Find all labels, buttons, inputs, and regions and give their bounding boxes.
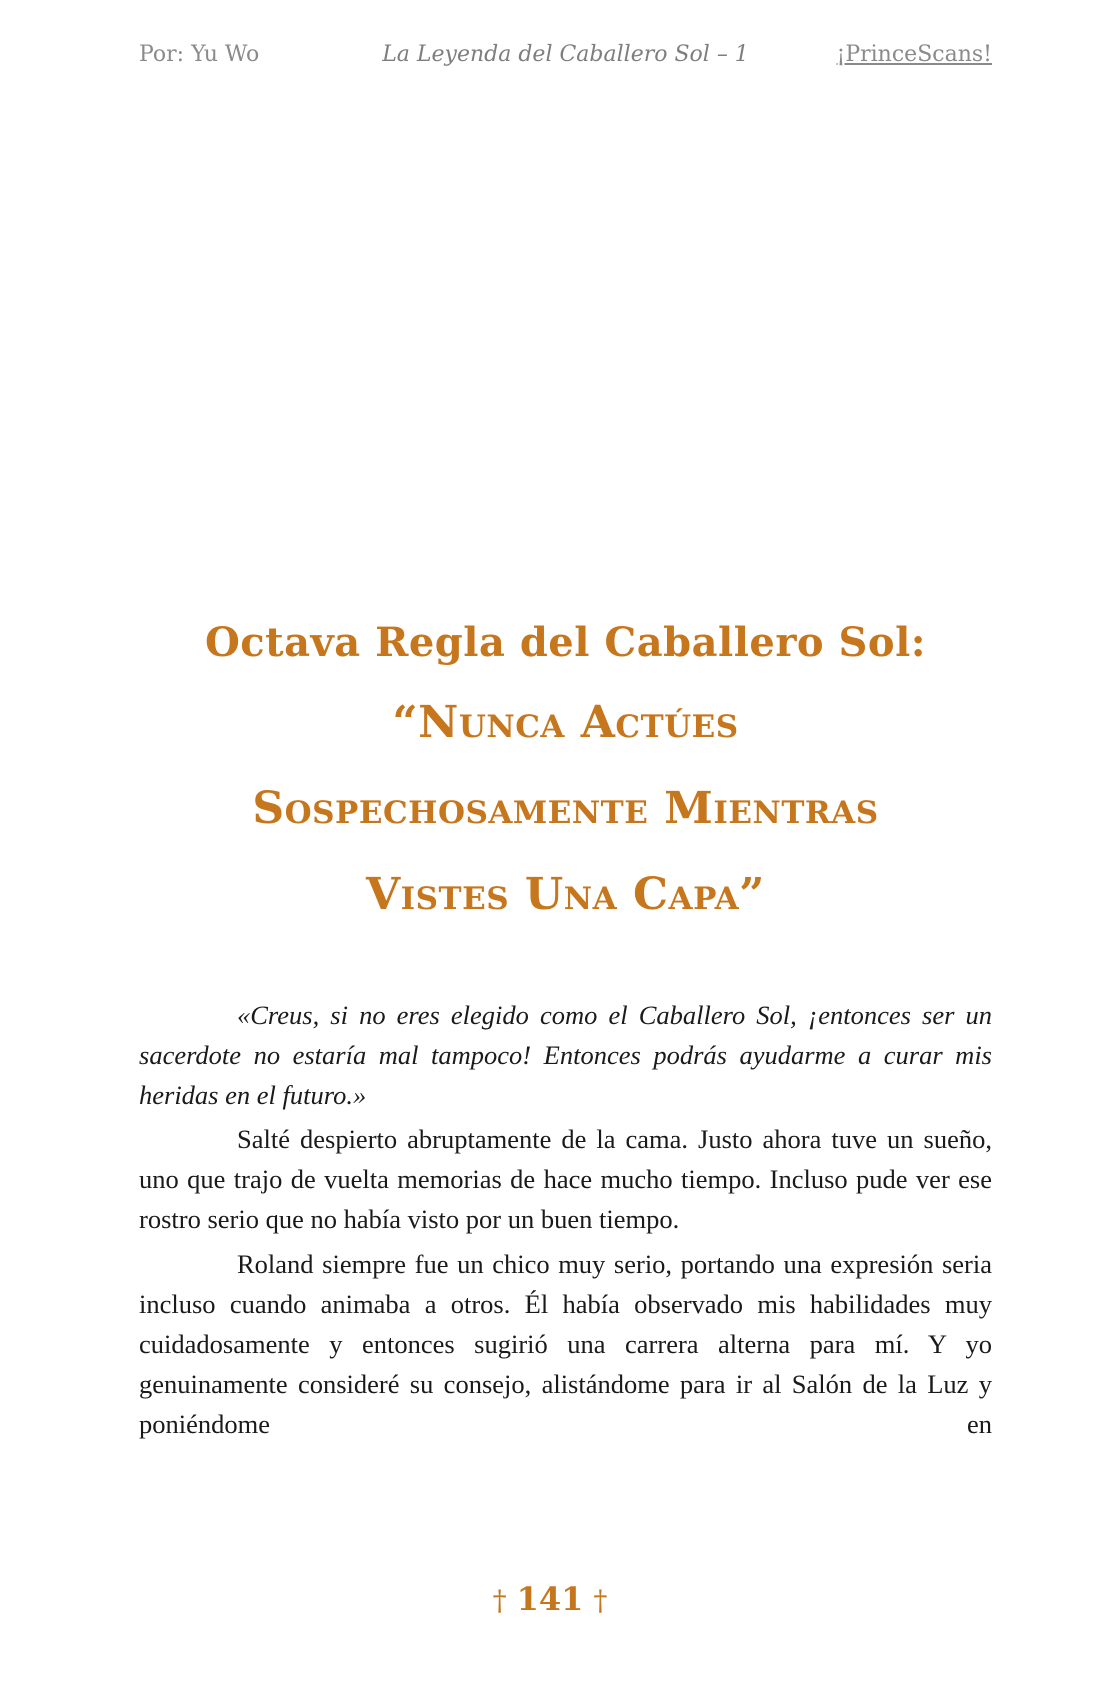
dagger-ornament-icon: † (593, 1584, 608, 1617)
dagger-ornament-icon: † (492, 1584, 507, 1617)
body-paragraph: Salté despierto abruptamente de la cama. Justo ahora tuve un sueño, uno que trajo de vuelta memorias de hace mucho tiempo. Incluso pude ver ese rostro serio que no había visto por un buen tiempo. (139, 1124, 992, 1234)
header-group-link[interactable]: ¡PrinceScans! (836, 42, 992, 67)
chapter-title-line: Sospechosamente Mientras (252, 783, 879, 834)
page-number: 141 (516, 1580, 584, 1618)
dream-quote-paragraph: «Creus, si no eres elegido como el Caballero Sol, ¡entonces ser un sacerdote no estaría mal tampoco! Entonces podrás ayudarme a curar mis heridas en el futuro.» (139, 1000, 992, 1110)
header-book-title: La Leyenda del Caballero Sol – 1 (382, 42, 749, 67)
body-text (139, 995, 992, 1449)
chapter-heading (139, 608, 992, 938)
chapter-title-line: Vistes Una Capa” (366, 869, 765, 920)
header-author: Por: Yu Wo (139, 42, 260, 67)
chapter-title (139, 680, 992, 938)
body-paragraph: Roland siempre fue un chico muy serio, portando una expresión seria incluso cuando animaba a otros. Él había observado mis habilidades muy cuidadosamente y entonces sugirió una carrera alterna para mí. Y yo genuinamente consideré su consejo, alistándome para ir al Salón de la Luz y poniéndome en (139, 1249, 992, 1439)
chapter-kicker: Octava Regla del Caballero Sol: (204, 619, 927, 666)
chapter-title-line: “Nunca Actúes (392, 697, 739, 748)
page-footer (0, 1580, 1100, 1618)
running-header (139, 38, 992, 78)
